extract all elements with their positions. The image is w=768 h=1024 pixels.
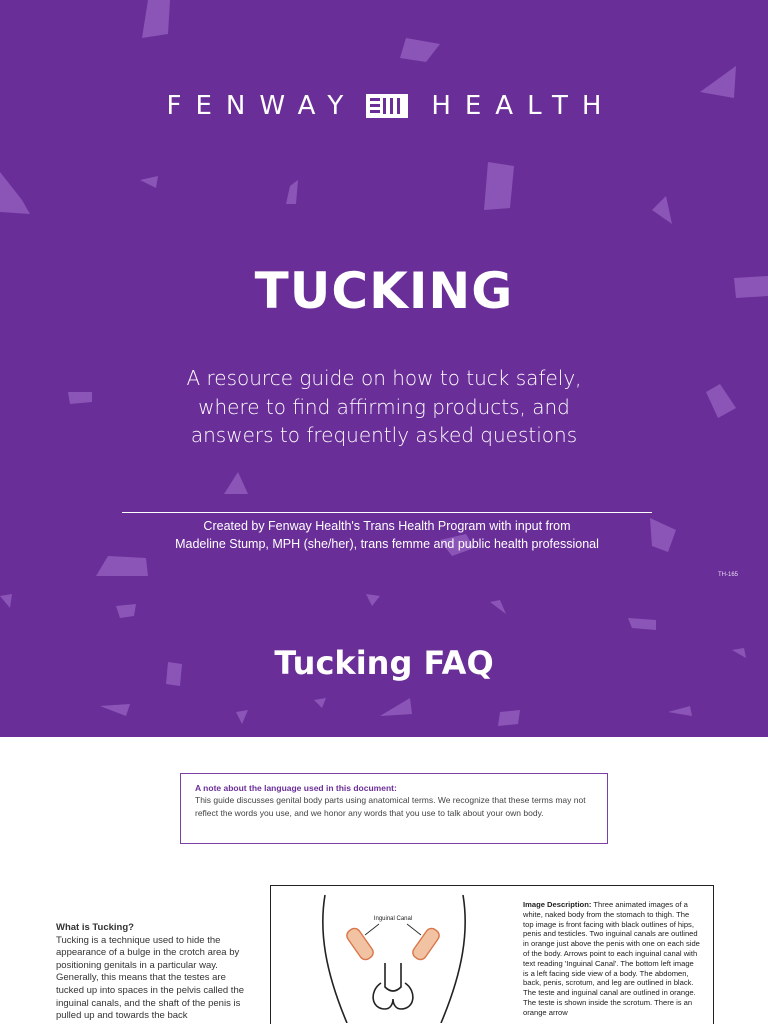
page-title: TUCKING: [254, 262, 514, 320]
subtitle-line: answers to frequently asked questions: [190, 423, 578, 447]
credit-line: Created by Fenway Health's Trans Health Program with input from: [203, 519, 571, 533]
credit-line: Madeline Stump, MPH (she/her), trans femme and public health professional: [175, 537, 599, 551]
subtitle: [134, 364, 634, 450]
what-is-tucking-section: [56, 922, 244, 1023]
language-note-box: [180, 773, 608, 844]
logo-word-fenway: FENWAY: [166, 91, 358, 121]
note-text: This guide discusses genital body parts using anatomical terms. We recognize that these terms may not reflect the words you use, and we honor any words that you use to talk about your own body.: [195, 795, 586, 818]
faq-heading: Tucking FAQ: [274, 644, 494, 682]
subtitle-line: A resource guide on how to tuck safely,: [186, 366, 582, 390]
image-description-text: Three animated images of a white, naked body from the stomach to thigh. The top image is front facing with black outlines of hips, penis and testicles. Two inguinal canals are outlined in orange just above the penis with one on each side of the body. Arrows point to each inguinal canal with text reading 'Inguinal Canal'. The bottom left image is a left facing side view of a body. The abdomen, back, penis, scrotum, and leg are outlined in black. The teste and inguinal canal are outlined in orange. The teste is shown inside the scrotum. There is an orange arrow: [523, 900, 700, 1017]
divider: [122, 512, 652, 513]
image-description: [523, 900, 701, 1018]
logo-word-health: HEALTH: [431, 91, 616, 121]
note-title: A note about the language used in this document:: [195, 783, 397, 793]
image-description-label: Image Description:: [523, 900, 592, 909]
credit: [122, 517, 652, 553]
fenway-building-icon: [365, 93, 409, 119]
fenway-health-logo: [0, 90, 768, 122]
what-is-tucking-text: Tucking is a technique used to hide the appearance of a bulge in the crotch area by positioning genitals in a particular way. Generally, this means that the testes are tucked up into spaces in the pelvis called the inguinal canals, and the shaft of the penis is pulled up and towards the back: [56, 934, 245, 1022]
what-is-tucking-title: What is Tucking?: [56, 922, 134, 933]
inguinal-canal-illustration: [295, 891, 491, 1023]
figure-box: [270, 885, 714, 1024]
subtitle-line: where to find affirming products, and: [198, 394, 570, 419]
document-code: TH-165: [718, 572, 739, 578]
inguinal-canal-label: Inguinal Canal: [373, 916, 413, 922]
